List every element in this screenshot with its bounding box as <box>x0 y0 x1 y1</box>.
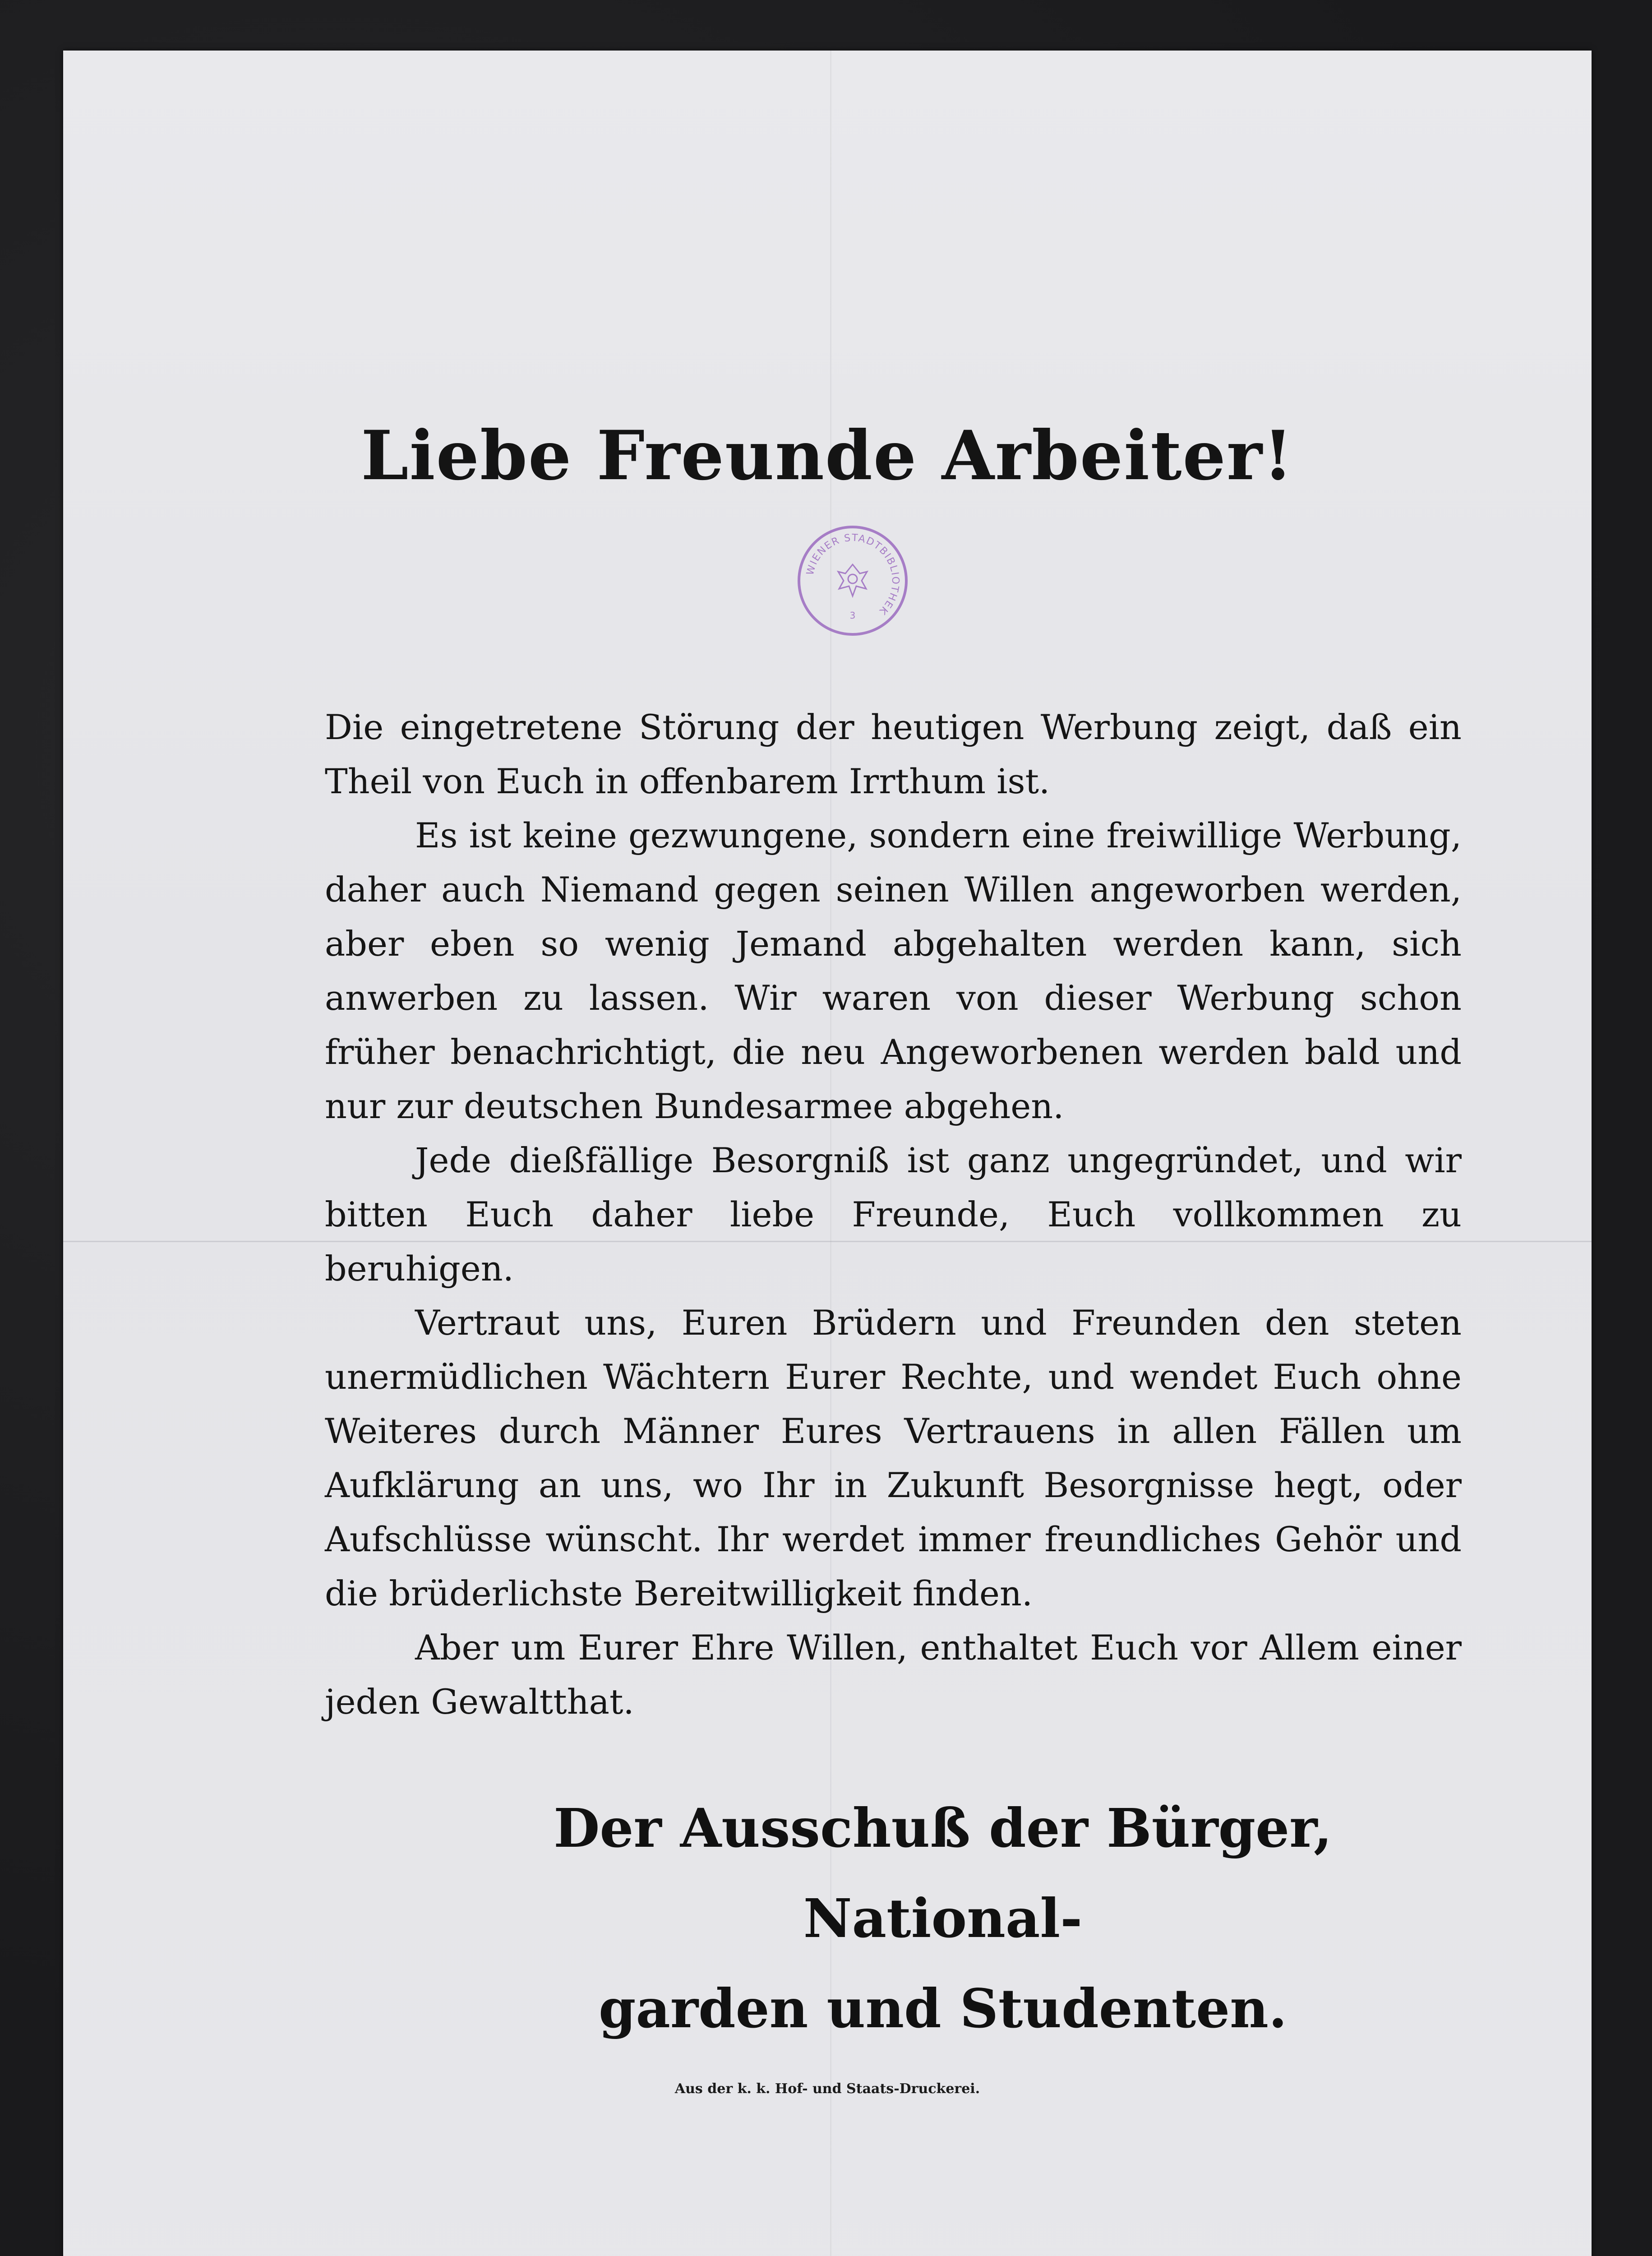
stamp-number: 3 <box>849 610 856 621</box>
library-stamp <box>798 526 908 636</box>
signature-block <box>424 1783 1462 2054</box>
proclamation-body <box>325 700 1462 1729</box>
paragraph-3: Jede dießfällige Besorgniß ist ganz ungegründet, und wir bitten Euch daher liebe Freunde, Euch vollkommen zu beruhigen. <box>325 1140 1462 1289</box>
poster-title: Liebe Freunde Arbeiter! <box>361 416 1294 495</box>
paragraph-5: Aber um Eurer Ehre Willen, enthaltet Euch vor Allem einer jeden Gewaltthat. <box>325 1627 1462 1722</box>
paragraph-1: Die eingetretene Störung der heutigen Werbung zeigt, daß ein Theil von Euch in offenbarem Irrthum ist. <box>325 707 1462 801</box>
signature-line-1: Der Ausschuß der Bürger, National- <box>554 1797 1332 1950</box>
poster-sheet <box>63 51 1592 2256</box>
stamp-seal-icon <box>800 528 905 633</box>
paragraph-2: Es ist keine gezwungene, sondern eine freiwillige Werbung, daher auch Niemand gegen seinen Willen angeworben werden, aber eben so wenig Jemand abgehalten werden kann, sich anwerben zu lassen. Wir waren von dieser Werbung schon früher benachrichtigt, die neu Angeworbenen werden bald und nur zur deutschen Bundesarmee abgehen. <box>325 815 1462 1126</box>
printer-imprint: Aus der k. k. Hof- und Staats-Druckerei. <box>674 2081 980 2097</box>
paragraph-4: Vertraut uns, Euren Brüdern und Freunden den steten unermüdlichen Wächtern Eurer Rechte, und wendet Euch ohne Weiteres durch Männer Eures Vertrauens in allen Fällen um Aufklärung an uns, wo Ihr in Zukunft Besorgnisse hegt, oder Aufschlüsse wünscht. Ihr werdet immer freundliches Gehör und die brüderlichste Bereitwilligkeit finden. <box>325 1303 1462 1613</box>
signature-line-2: garden und Studenten. <box>598 1977 1287 2040</box>
stamp-text: WIENER STADTBIBLIOTHEK <box>804 532 901 617</box>
